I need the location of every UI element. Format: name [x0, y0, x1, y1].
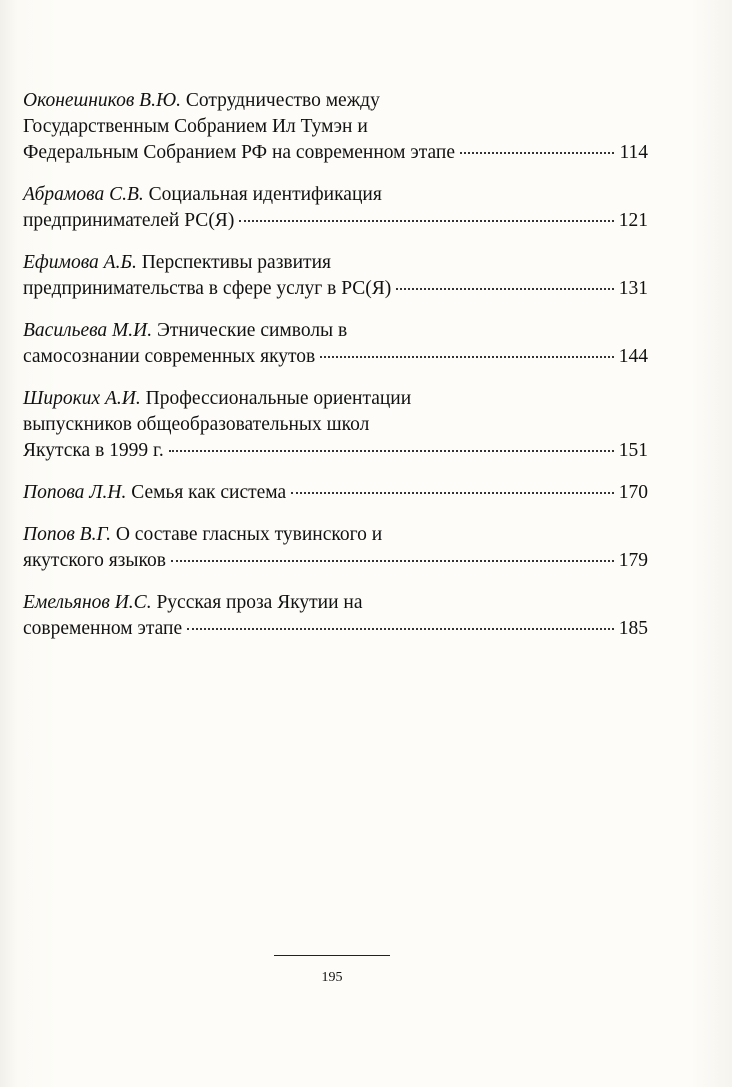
table-of-contents — [23, 88, 648, 658]
toc-entry-title: Якутска в 1999 г. — [23, 440, 164, 461]
toc-entry[interactable] — [23, 88, 648, 166]
toc-entry-title-line — [23, 386, 648, 412]
toc-entry-title: предпринимателей РС(Я) — [23, 210, 235, 231]
toc-entry-page-number: 131 — [618, 278, 648, 299]
toc-entry-title: самосознании современных якутов — [23, 346, 316, 367]
toc-entry-author: Васильева М.И. — [23, 320, 153, 341]
toc-entry-last-line — [23, 276, 648, 302]
toc-entry-title: Русская проза Якутии на — [156, 592, 363, 613]
toc-entry-title: Сотрудничество между — [185, 90, 380, 111]
toc-entry[interactable] — [23, 182, 648, 234]
toc-entry-title-line — [23, 522, 648, 548]
toc-entry-title: Перспективы развития — [141, 252, 331, 273]
toc-entry[interactable] — [23, 250, 648, 302]
toc-entry-title: Семья как система — [131, 482, 287, 503]
toc-entry-title-line: выпускников общеобразовательных школ — [23, 414, 370, 435]
toc-entry[interactable] — [23, 522, 648, 574]
dot-leader — [460, 152, 614, 154]
toc-entry-last-line — [23, 480, 648, 506]
toc-entry-page-number: 179 — [618, 550, 648, 571]
toc-entry-last-line — [23, 344, 648, 370]
toc-entry-author: Широких А.И. — [23, 388, 141, 409]
toc-entry-page-number: 151 — [618, 440, 648, 461]
toc-entry[interactable] — [23, 480, 648, 506]
toc-entry-title: Социальная идентификация — [148, 184, 382, 205]
toc-entry-last-line — [23, 548, 648, 574]
toc-entry-title-line — [23, 590, 648, 616]
toc-entry-title: якутского языков — [23, 550, 166, 571]
toc-entry-last-line — [23, 438, 648, 464]
toc-entry-title: Этнические символы в — [157, 320, 348, 341]
toc-entry-title-line — [23, 250, 648, 276]
toc-entry-page-number: 121 — [618, 210, 648, 231]
toc-entry-author: Емельянов И.С. — [23, 592, 152, 613]
dot-leader — [239, 220, 613, 222]
toc-entry-title: Федеральным Собранием РФ на современном этапе — [23, 142, 456, 163]
dot-leader — [187, 628, 614, 630]
dot-leader — [320, 356, 613, 358]
toc-entry-author: Попова Л.Н. — [23, 482, 127, 503]
toc-entry[interactable] — [23, 590, 648, 642]
toc-entry-last-line — [23, 616, 648, 642]
toc-entry-page-number: 185 — [618, 618, 648, 639]
toc-entry-author: Ефимова А.Б. — [23, 252, 137, 273]
toc-entry-title-line — [23, 318, 648, 344]
toc-entry-title: О составе гласных тувинского и — [115, 524, 383, 545]
toc-entry-title: Профессиональные ориентации — [145, 388, 412, 409]
toc-entry-page-number: 144 — [618, 346, 648, 367]
toc-entry-title-line — [23, 88, 648, 114]
toc-entry-title: современном этапе — [23, 618, 183, 639]
dot-leader — [291, 492, 614, 494]
toc-entry[interactable] — [23, 386, 648, 464]
toc-entry-page-number: 114 — [619, 142, 648, 163]
toc-entry[interactable] — [23, 318, 648, 370]
page-number: 195 — [321, 970, 343, 985]
toc-entry-last-line — [23, 208, 648, 234]
toc-entry-title-line — [23, 480, 286, 506]
toc-entry-title-line: Государственным Собранием Ил Тумэн и — [23, 116, 368, 137]
toc-entry-author: Абрамова С.В. — [23, 184, 144, 205]
toc-entry-page-number: 170 — [618, 482, 648, 503]
dot-leader — [171, 560, 614, 562]
toc-entry-title: предпринимательства в сфере услуг в РС(Я) — [23, 278, 392, 299]
toc-entry-author: Попов В.Г. — [23, 524, 111, 545]
dot-leader — [396, 288, 613, 290]
toc-entry-author: Оконешников В.Ю. — [23, 90, 181, 111]
toc-entry-title-line — [23, 182, 648, 208]
toc-entry-last-line — [23, 140, 648, 166]
footer-rule — [274, 955, 390, 956]
dot-leader — [169, 450, 614, 452]
